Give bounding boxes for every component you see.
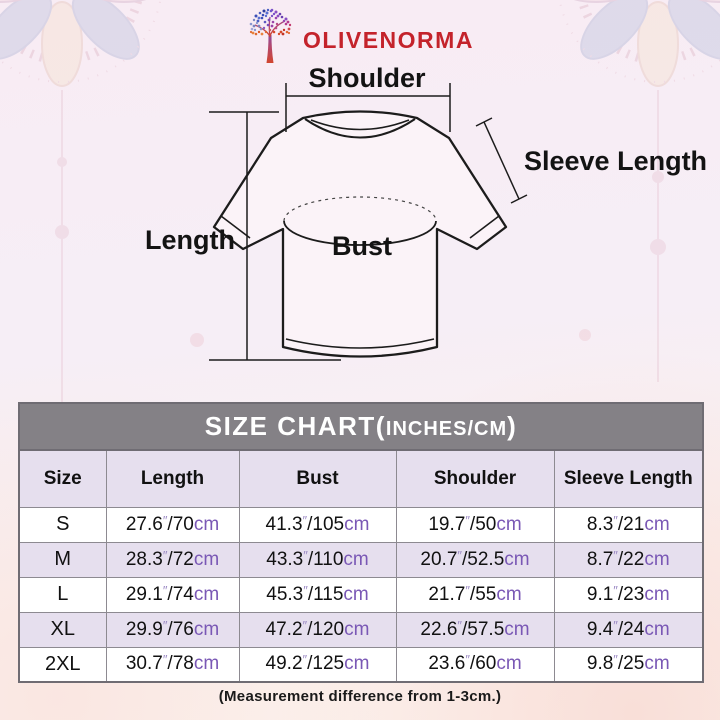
tshirt-measurement-diagram <box>0 58 720 400</box>
measurement-value: 30.7″/78cm <box>106 647 239 682</box>
measurement-value: 8.3″/21cm <box>554 507 703 542</box>
title-main: SIZE CHART( <box>204 411 386 441</box>
bust-label: Bust <box>332 231 392 261</box>
size-chart-table <box>18 402 704 683</box>
measurement-value: 29.1″/74cm <box>106 577 239 612</box>
measurement-value: 28.3″/72cm <box>106 542 239 577</box>
length-label: Length <box>145 225 235 255</box>
size-value: XL <box>19 612 106 647</box>
size-value: 2XL <box>19 647 106 682</box>
table-row <box>19 612 703 647</box>
size-chart-title <box>19 403 703 450</box>
column-header: Length <box>106 450 239 507</box>
measurement-value: 41.3″/105cm <box>239 507 396 542</box>
column-header: Sleeve Length <box>554 450 703 507</box>
table-row <box>19 577 703 612</box>
measurement-value: 47.2″/120cm <box>239 612 396 647</box>
measurement-value: 9.1″/23cm <box>554 577 703 612</box>
title-close: ) <box>507 411 518 441</box>
shoulder-label: Shoulder <box>308 63 426 93</box>
sleeve-length-label: Sleeve Length <box>524 146 708 176</box>
measurement-value: 19.7″/50cm <box>396 507 554 542</box>
measurement-value: 9.8″/25cm <box>554 647 703 682</box>
size-chart <box>18 402 702 683</box>
column-header: Bust <box>239 450 396 507</box>
measurement-value: 45.3″/115cm <box>239 577 396 612</box>
size-value: M <box>19 542 106 577</box>
measurement-value: 22.6″/57.5cm <box>396 612 554 647</box>
brand-name: OLIVENORMA <box>303 26 474 53</box>
measurement-value: 43.3″/110cm <box>239 542 396 577</box>
column-header: Shoulder <box>396 450 554 507</box>
column-header: Size <box>19 450 106 507</box>
measurement-value: 20.7″/52.5cm <box>396 542 554 577</box>
size-value: L <box>19 577 106 612</box>
measurement-value: 27.6″/70cm <box>106 507 239 542</box>
table-row <box>19 542 703 577</box>
column-header-row <box>19 450 703 507</box>
size-value: S <box>19 507 106 542</box>
measurement-value: 21.7″/55cm <box>396 577 554 612</box>
title-unit: INCHES/CM <box>385 418 508 440</box>
tree-icon <box>246 6 294 64</box>
table-row <box>19 647 703 682</box>
measurement-value: 49.2″/125cm <box>239 647 396 682</box>
size-chart-title-row <box>19 403 703 450</box>
brand-logo <box>0 6 720 64</box>
measurement-value: 9.4″/24cm <box>554 612 703 647</box>
measurement-note: (Measurement difference from 1-3cm.) <box>218 688 502 705</box>
measurement-value: 29.9″/76cm <box>106 612 239 647</box>
table-row <box>19 507 703 542</box>
measurement-value: 8.7″/22cm <box>554 542 703 577</box>
measurement-value: 23.6″/60cm <box>396 647 554 682</box>
